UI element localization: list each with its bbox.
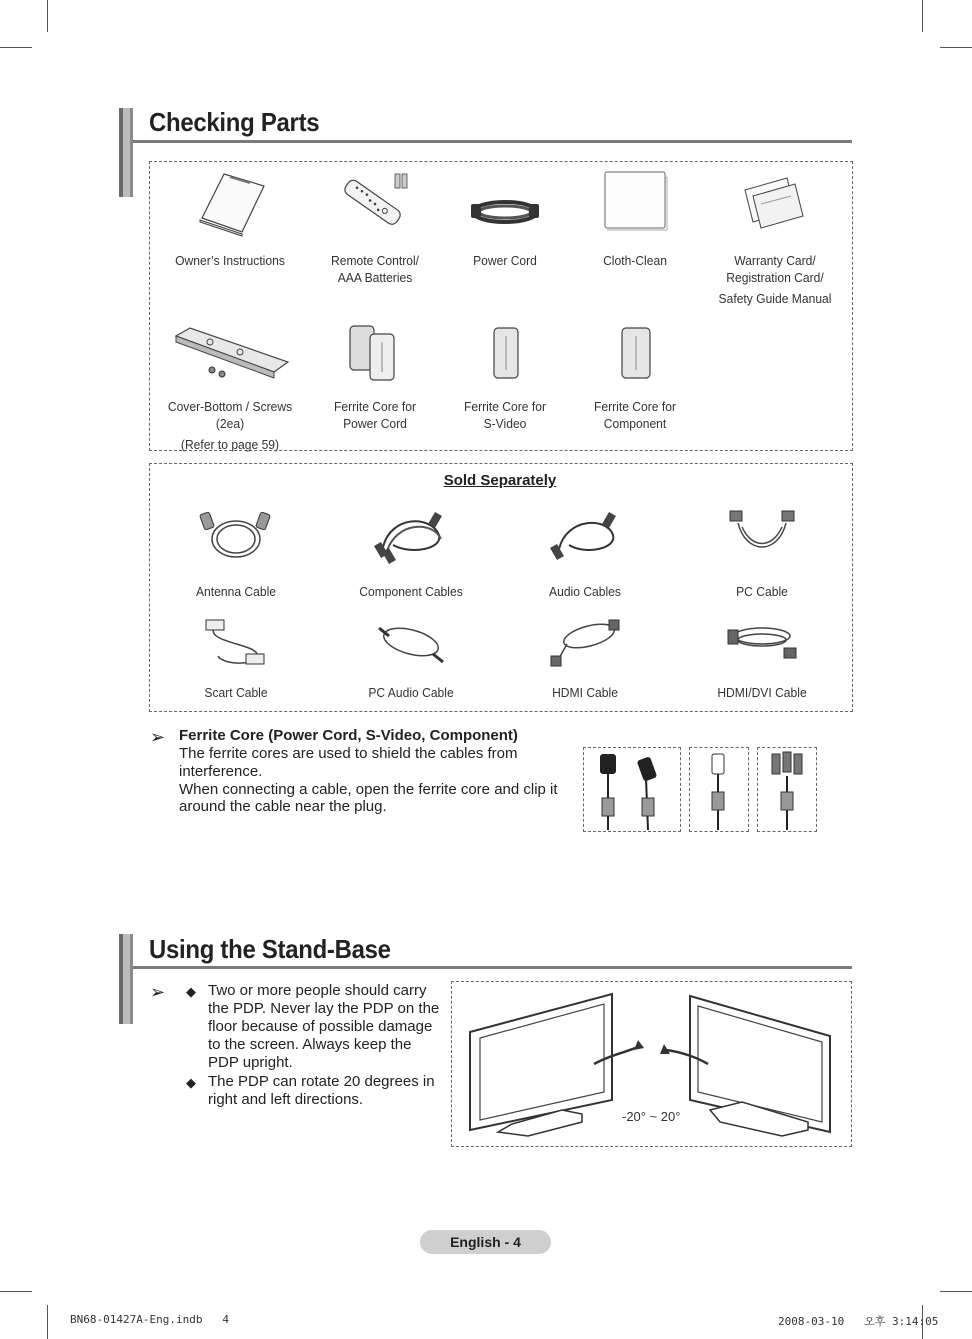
item-label: Component Cables: [359, 584, 463, 599]
crop-mark: [47, 0, 48, 32]
antenna-cable-icon: [196, 505, 276, 567]
component-cables-icon: [371, 505, 451, 567]
ferrite-svideo-illustration: [689, 747, 749, 832]
item-label: Power Cord: [473, 253, 537, 268]
scart-cable-icon: [196, 614, 276, 670]
item-hdmi-dvi-cable: [702, 614, 822, 701]
item-label: Owner’s Instructions: [175, 253, 285, 268]
audio-cables-icon: [545, 505, 625, 567]
power-cord-icon: [463, 170, 547, 238]
item-hdmi-cable: [525, 614, 645, 701]
rotation-angle-label: -20° ~ 20°: [622, 1109, 681, 1124]
item-label: PC Cable: [736, 584, 788, 599]
crop-mark: [922, 0, 923, 32]
item-owners-instructions: [160, 170, 300, 269]
diamond-bullet-icon: ◆: [186, 984, 196, 999]
item-label: Antenna Cable: [195, 584, 276, 599]
section-title: Using the Stand-Base: [149, 934, 391, 964]
svideo-plug-ferrite-icon: [690, 748, 748, 831]
item-ferrite-core-power: [320, 322, 430, 432]
diamond-bullet-icon: ◆: [186, 1075, 196, 1090]
item-warranty-card: [705, 170, 845, 307]
item-ferrite-core-component: [585, 322, 685, 432]
item-component-cables: [346, 505, 476, 600]
item-label: Cover-Bottom / Screws (2ea): [167, 399, 293, 431]
manual-icon: [190, 170, 270, 238]
note-arrow-icon: ➢: [150, 982, 166, 1002]
cloth-icon: [595, 170, 675, 238]
component-plug-ferrite-icon: [758, 748, 816, 831]
remote-control-icon: [335, 170, 415, 238]
pc-audio-cable-icon: [371, 614, 451, 670]
section-bar: [119, 934, 133, 1024]
page-number-badge: English - 4: [420, 1230, 551, 1254]
ferrite-note-heading: Ferrite Core (Power Cord, S-Video, Component): [179, 727, 518, 744]
item-label: Remote Control/ AAA Batteries: [330, 253, 420, 285]
crop-mark: [0, 47, 32, 48]
item-label: Ferrite Core for Power Cord: [334, 399, 416, 431]
stand-note-bullet: Two or more people should carry the PDP. Never lay the PDP on the floor because of possible damage to the screen. Always keep the PDP upright.: [208, 982, 440, 1071]
item-label: Scart Cable: [204, 685, 268, 700]
warranty-cards-icon: [735, 170, 815, 238]
page-title: Checking Parts: [149, 107, 320, 137]
item-antenna-cable: [176, 505, 296, 600]
item-pc-audio-cable: [346, 614, 476, 701]
title-rule: [133, 966, 852, 969]
item-scart-cable: [176, 614, 296, 701]
crop-mark: [940, 47, 972, 48]
section-bar: [119, 108, 133, 197]
ferrite-core-icon: [600, 322, 670, 386]
ferrite-note-line: around the cable near the plug.: [179, 798, 387, 815]
hdmi-cable-icon: [545, 614, 625, 670]
item-label: HDMI/DVI Cable: [717, 685, 807, 700]
ferrite-core-pair-icon: [340, 322, 410, 386]
crop-mark: [0, 1291, 32, 1292]
ferrite-core-icon: [470, 322, 540, 386]
ferrite-power-illustration: [583, 747, 681, 832]
item-label: Cloth-Clean: [603, 253, 667, 268]
pc-cable-icon: [722, 505, 802, 567]
item-power-cord: [455, 170, 555, 269]
power-plug-ferrite-icon: [584, 748, 680, 831]
item-label: Ferrite Core for Component: [594, 399, 676, 431]
note-arrow-icon: ➢: [150, 727, 166, 747]
sold-separately-heading: Sold Separately: [443, 472, 557, 489]
ferrite-component-illustration: [757, 747, 817, 832]
item-audio-cables: [525, 505, 645, 600]
item-remote-control: [310, 170, 440, 286]
ferrite-note-line: When connecting a cable, open the ferrite core and clip it: [179, 781, 558, 798]
crop-mark: [940, 1291, 972, 1292]
item-label: Ferrite Core for S-Video: [464, 399, 546, 431]
item-pc-cable: [702, 505, 822, 600]
ferrite-note-line: The ferrite cores are used to shield the cables from: [179, 745, 518, 762]
crop-mark: [47, 1305, 48, 1339]
hdmi-dvi-cable-icon: [722, 614, 802, 670]
item-label: HDMI Cable: [552, 685, 618, 700]
ferrite-note-line: interference.: [179, 763, 263, 780]
cover-bottom-icon: [170, 322, 290, 386]
footer-timestamp: 2008-03-10 오후 3:14:05: [778, 1315, 939, 1328]
item-ferrite-core-svideo: [455, 322, 555, 432]
item-label: Safety Guide Manual: [718, 291, 832, 306]
item-label: PC Audio Cable: [368, 685, 454, 700]
item-cover-bottom: [150, 322, 310, 453]
footer-file-info: BN68-01427A-Eng.indb 4: [70, 1313, 229, 1326]
item-cloth-clean: [585, 170, 685, 269]
title-rule: [133, 140, 852, 143]
item-label: Warranty Card/ Registration Card/: [726, 253, 824, 285]
item-label: Audio Cables: [549, 584, 621, 599]
stand-note-bullet: The PDP can rotate 20 degrees in right and left directions.: [208, 1073, 435, 1108]
item-label: (Refer to page 59): [180, 437, 280, 452]
